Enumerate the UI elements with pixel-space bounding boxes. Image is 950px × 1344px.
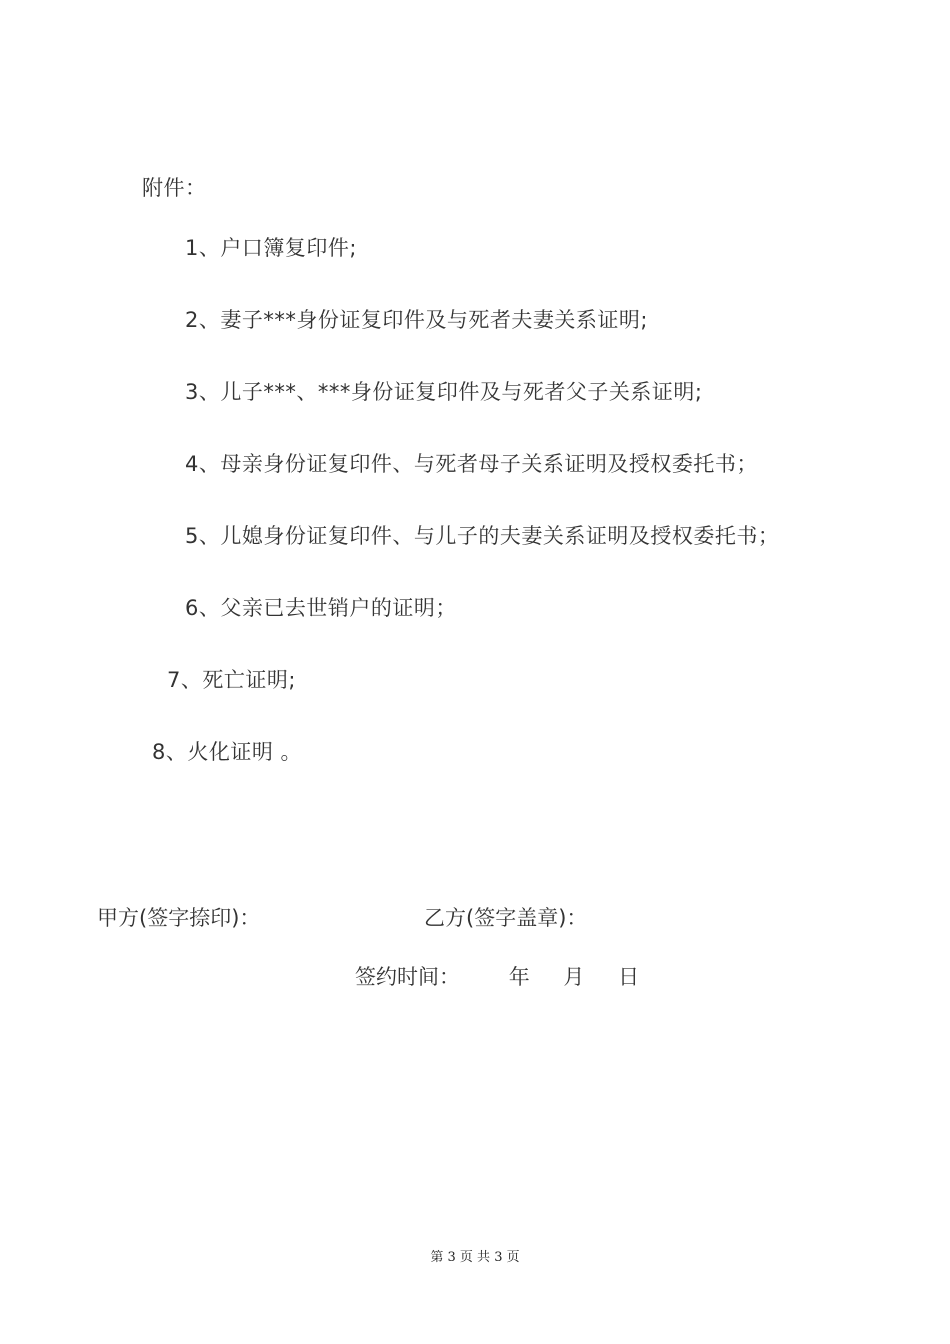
attachment-item-6: 6、父亲已去世销户的证明；	[185, 596, 457, 620]
attachment-item-8: 8、火化证明 。	[152, 740, 303, 764]
attachment-item-7: 7、死亡证明;	[167, 668, 296, 692]
attachment-item-5: 5、儿媳身份证复印件、与儿子的夫妻关系证明及授权委托书；	[185, 524, 780, 548]
sign-date-month: 月	[563, 965, 585, 989]
attachment-item-2: 2、妻子***身份证复印件及与死者夫妻关系证明;	[185, 308, 648, 332]
party-b-signature-label: 乙方(签字盖章)：	[424, 906, 588, 930]
sign-date-year: 年	[508, 965, 530, 989]
party-a-signature-label: 甲方(签字捺印)：	[97, 906, 261, 930]
page-number-footer: 第 3 页 共 3 页	[430, 1250, 520, 1265]
sign-date-label: 签约时间：	[355, 965, 460, 989]
sign-date-row	[355, 964, 639, 990]
attachment-item-3: 3、儿子***、***身份证复印件及与死者父子关系证明;	[185, 380, 703, 404]
sign-date-day: 日	[618, 965, 640, 989]
attachment-item-4: 4、母亲身份证复印件、与死者母子关系证明及授权委托书；	[185, 452, 758, 476]
attachment-item-1: 1、户口簿复印件;	[185, 236, 357, 260]
attachments-heading: 附件：	[142, 176, 207, 200]
